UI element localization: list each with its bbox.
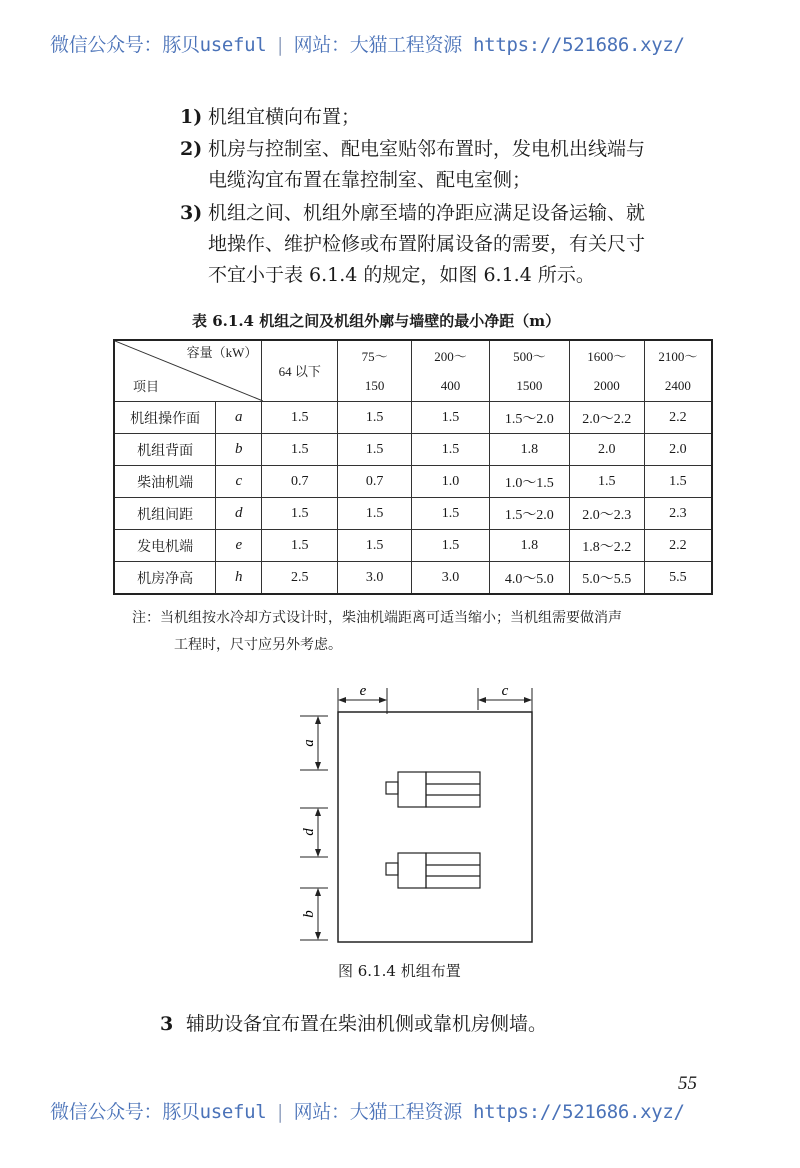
item-1 <box>180 102 360 133</box>
table-row <box>114 466 712 498</box>
value-cell: 1.5 <box>412 530 490 562</box>
value-cell: 5.5 <box>644 562 712 595</box>
col-header: 75～ 150 <box>338 340 412 402</box>
value-cell: 1.8～2.2 <box>569 530 644 562</box>
col-header: 2100～ 2400 <box>644 340 712 402</box>
value-cell: 1.0 <box>412 466 490 498</box>
symbol-cell: c <box>216 466 262 498</box>
value-cell: 2.0 <box>569 434 644 466</box>
corner-header <box>114 340 262 402</box>
value-cell: 1.5 <box>338 402 412 434</box>
col-header: 200～ 400 <box>412 340 490 402</box>
item-line: 不宜小于表 6.1.4 的规定，如图 6.1.4 所示。 <box>208 264 595 286</box>
item-3 <box>160 1009 547 1040</box>
generator-set-1 <box>386 772 480 807</box>
label-a: a <box>301 739 317 747</box>
table-row <box>114 402 712 434</box>
item-cell: 机房净高 <box>114 562 216 595</box>
item-line: 机组宜横向布置； <box>208 106 361 128</box>
value-cell: 3.0 <box>338 562 412 595</box>
value-cell: 1.5 <box>262 434 338 466</box>
col-header: 1600～ 2000 <box>569 340 644 402</box>
room-outline <box>338 712 532 942</box>
wm-label: 微信公众号：豚贝 <box>50 1101 200 1123</box>
value-cell: 4.0～5.0 <box>489 562 569 595</box>
item-line: 地操作、维护检修或布置附属设备的需要，有关尺寸 <box>208 233 646 255</box>
wm-site: 网站：大猫工程资源 <box>293 1101 462 1123</box>
symbol-cell: h <box>216 562 262 595</box>
value-cell: 2.0 <box>644 434 712 466</box>
value-cell: 1.5 <box>262 402 338 434</box>
label-d: d <box>301 828 317 836</box>
item-2 <box>180 134 645 196</box>
table-title: 表 6.1.4 机组之间及机组外廓与墙壁的最小净距（m） <box>192 312 561 330</box>
value-cell: 1.5 <box>412 434 490 466</box>
col-header: 64 以下 <box>262 340 338 402</box>
corner-bottom-label: 项目 <box>133 379 160 394</box>
table-note <box>132 605 622 659</box>
layout-figure <box>290 680 550 955</box>
value-cell: 2.2 <box>644 402 712 434</box>
symbol-cell: e <box>216 530 262 562</box>
table-row <box>114 434 712 466</box>
wm-site: 网站：大猫工程资源 <box>293 34 462 56</box>
item-num: 1) <box>180 106 203 128</box>
wm-label-en: useful <box>199 34 267 56</box>
value-cell: 1.5 <box>262 530 338 562</box>
item-line: 电缆沟宜布置在靠控制室、配电室侧； <box>208 169 532 191</box>
corner-top-label: 容量（kW） <box>186 345 258 360</box>
item-cell: 机组操作面 <box>114 402 216 434</box>
wm-sep: | <box>274 34 286 56</box>
value-cell: 0.7 <box>262 466 338 498</box>
label-c: c <box>501 683 509 699</box>
symbol-cell: a <box>216 402 262 434</box>
item-cell: 柴油机端 <box>114 466 216 498</box>
wm-sep: | <box>274 1101 286 1123</box>
item-line: 机房与控制室、配电室贴邻布置时，发电机出线端与 <box>208 138 646 160</box>
generator-set-2 <box>386 853 480 888</box>
value-cell: 1.8 <box>489 530 569 562</box>
item-cell: 机组背面 <box>114 434 216 466</box>
value-cell: 2.0～2.2 <box>569 402 644 434</box>
symbol-cell: d <box>216 498 262 530</box>
item-num: 3) <box>180 202 203 224</box>
value-cell: 2.2 <box>644 530 712 562</box>
value-cell: 1.8 <box>489 434 569 466</box>
value-cell: 1.5 <box>338 498 412 530</box>
wm-label-en: useful <box>199 1101 267 1123</box>
value-cell: 1.5 <box>644 466 712 498</box>
wm-url: https://521686.xyz/ <box>473 1101 685 1123</box>
value-cell: 2.3 <box>644 498 712 530</box>
table-row <box>114 530 712 562</box>
note-line: 注：当机组按水冷却方式设计时，柴油机端距离可适当缩小；当机组需要做消声 <box>132 610 622 626</box>
item3-num: 3 <box>160 1013 174 1035</box>
symbol-cell: b <box>216 434 262 466</box>
wm-url: https://521686.xyz/ <box>473 34 685 56</box>
value-cell: 2.5 <box>262 562 338 595</box>
note-line: 工程时，尺寸应另外考虑。 <box>174 637 342 653</box>
table-row <box>114 498 712 530</box>
value-cell: 1.5 <box>412 498 490 530</box>
clearance-table <box>113 339 713 595</box>
label-e: e <box>359 683 367 699</box>
value-cell: 5.0～5.5 <box>569 562 644 595</box>
item-3-list <box>180 198 645 291</box>
value-cell: 3.0 <box>412 562 490 595</box>
item-line: 机组之间、机组外廓至墙的净距应满足设备运输、就 <box>208 202 646 224</box>
value-cell: 1.5 <box>569 466 644 498</box>
page-number: 55 <box>678 1073 697 1094</box>
value-cell: 1.5 <box>338 530 412 562</box>
value-cell: 0.7 <box>338 466 412 498</box>
value-cell: 1.5～2.0 <box>489 498 569 530</box>
value-cell: 1.5 <box>338 434 412 466</box>
col-header: 500～ 1500 <box>489 340 569 402</box>
item3-text: 辅助设备宜布置在柴油机侧或靠机房侧墙。 <box>186 1013 548 1035</box>
watermark-bottom <box>50 1097 685 1124</box>
value-cell: 1.5 <box>412 402 490 434</box>
value-cell: 2.0～2.3 <box>569 498 644 530</box>
item-cell: 发电机端 <box>114 530 216 562</box>
value-cell: 1.5 <box>262 498 338 530</box>
table-row <box>114 562 712 595</box>
item-num: 2) <box>180 138 203 160</box>
value-cell: 1.0～1.5 <box>489 466 569 498</box>
label-b: b <box>301 910 317 918</box>
wm-label: 微信公众号：豚贝 <box>50 34 200 56</box>
item-cell: 机组间距 <box>114 498 216 530</box>
value-cell: 1.5～2.0 <box>489 402 569 434</box>
watermark-top <box>50 30 685 57</box>
figure-caption: 图 6.1.4 机组布置 <box>338 962 461 980</box>
